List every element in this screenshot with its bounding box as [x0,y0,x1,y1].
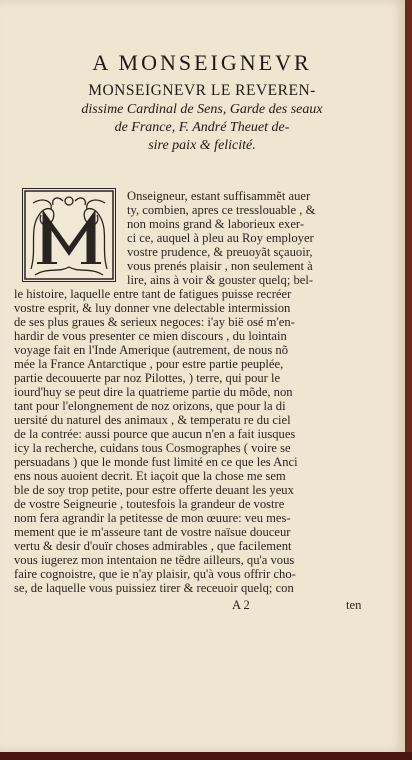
body-line-22: ble de soy trop petite, pour estre offerte deuant les yeux [14,483,294,497]
body-line-28: faire cognoistre, que ie n'ay plaisir, qu'à vous offrir cho- [14,567,296,581]
body-line-9: vostre esprit, & luy donner vne delectable intermission [14,301,291,315]
body-line-29: se, de laquelle vous puissiez tirer & receuoir quelq; con [14,581,294,595]
body-line-2: ty, combien, apres ce tresslouable , & [127,203,316,217]
title-line-4: sire paix & felicité. [148,138,256,153]
body-line-19: icy la recherche, cuidans tous Cosmographes ( voire se [14,441,291,455]
body-line-18: de la contrée: aussi pource que aucun n'en a fait iusques [14,427,296,441]
body-line-1: Onseigneur, estant suffisammẽt auer [127,189,311,203]
body-line-10: de ses plus graues & serieux negoces: i'ay bië osé m'en- [14,315,295,329]
body-line-3: non moins grand & laborieux exer- [127,217,305,231]
body-line-11: hardir de vous presenter ce mien discours , du lointain [14,329,287,343]
body-line-4: ci ce, auquel à pleu au Roy employer [127,231,314,245]
body-line-23: de vostre Seigneurie , toutesfois la grandeur de vostre [14,497,285,511]
body-line-24: nom fera agrandir la petitesse de mon œuure: veu mes- [14,511,291,525]
body-line-7: lire, ains à voir & gouster quelq; bel- [127,273,314,287]
body-line-8: le histoire, laquelle entre tant de fatigues puisse recréer [14,287,292,301]
body-line-14: partie decouuerte par noz Pilottes, ) terre, qui pour le [14,371,281,385]
body-line-25: mement que ie m'asseure tant de vostre naïsue douceur [14,525,291,539]
body-line-16: tant pour l'elongnement de noz orizons, que pour la di [14,399,286,413]
body-line-21: ens nous auoient decrit. Et iaçoit que la chose me sem [14,469,286,483]
title-line-3: de France, F. André Theuet de- [114,120,290,135]
body-line-20: persuadans ) que le monde fust limité en ce que les Anci [14,455,298,469]
dedication-heading: A MONSEIGNEVR [92,50,312,75]
book-edge-right [405,0,412,760]
body-line-27: vous iugerez mon intentaion ne tẽdre ailleurs, qu'a vous [14,553,295,567]
book-edge-bottom [0,752,412,760]
body-line-17: uersité du naturel des animaux , & temperatu re du ciel [14,413,291,427]
body-line-26: vertu & desir d'ouïr choses admirables , que facilement [14,539,292,553]
title-line-2: dissime Cardinal de Sens, Garde des seaux [81,102,323,117]
body-line-15: iourd'huy se peut dire la quatrieme partie du mõde, non [14,385,293,399]
body-line-5: vostre prudence, & preuoyãt sçauoir, [127,245,313,259]
ornamental-letter-m-icon [22,188,116,282]
catchword: ten [346,598,362,612]
signature-mark: A 2 [232,598,250,612]
title-line-1: MONSEIGNEVR LE REVEREN- [88,82,316,99]
body-line-6: vous prenés plaisir , non seulement à [127,259,313,273]
body-line-12: voyage fait en l'Inde Amerique (autrement, de nous nõ [14,343,288,357]
body-line-13: mée la France Antarctique , pour estre partie peuplée, [14,357,284,371]
